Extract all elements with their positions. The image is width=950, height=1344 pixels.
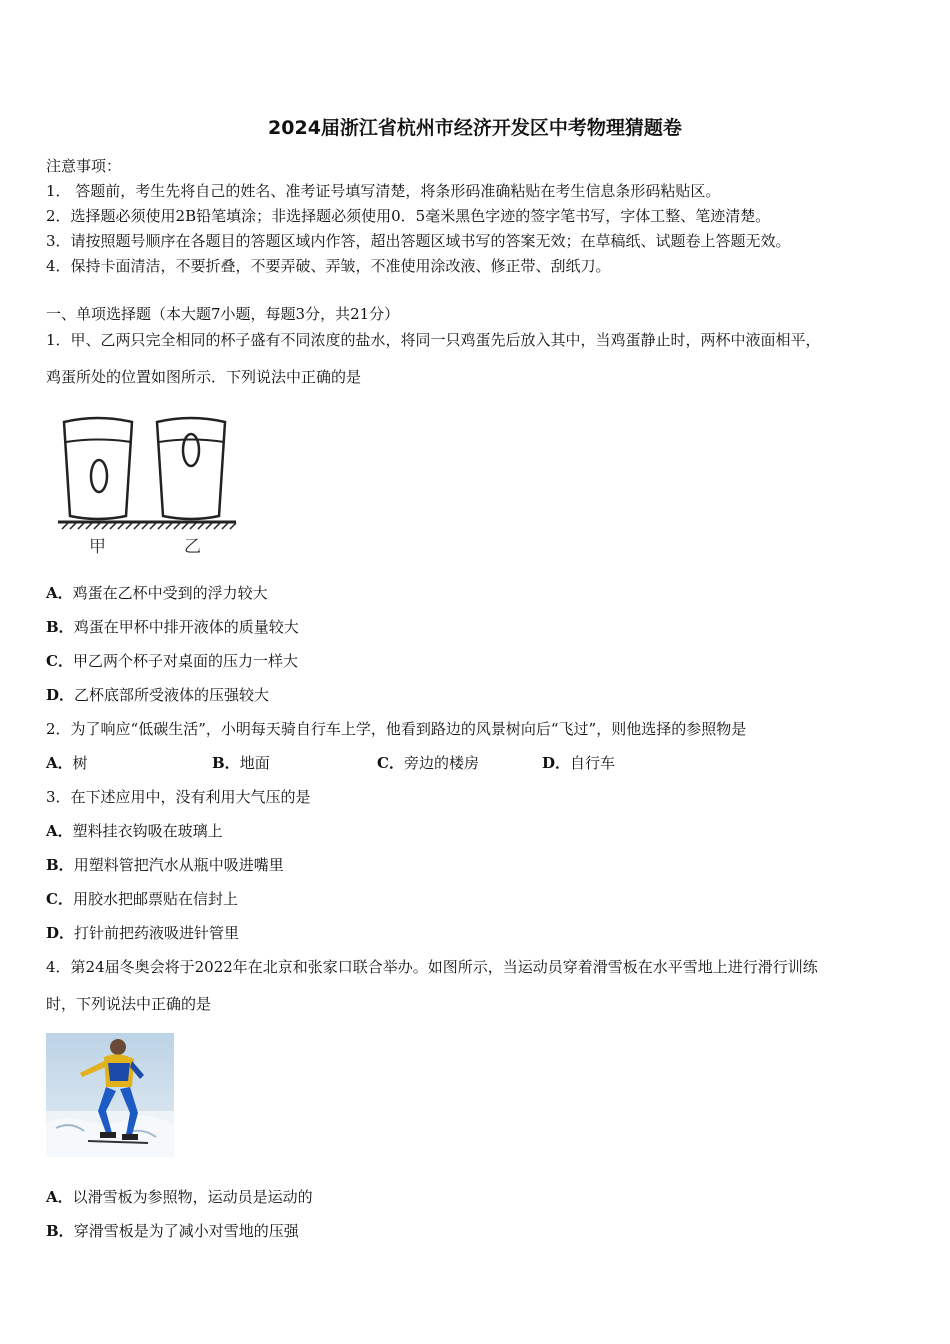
- q1-stem-cont: 鸡蛋所处的位置如图所示．下列说法中正确的是: [46, 368, 362, 386]
- q4-stem: 4．第24届冬奥会将于2022年在北京和张家口联合举办。如图所示，当运动员穿着滑雪板在水平雪地上进行滑行训练: [46, 958, 818, 976]
- cups-figure: [56, 412, 246, 560]
- cup-jia: [64, 418, 132, 519]
- q2-option-d: [542, 752, 615, 773]
- q1-option-a: [46, 582, 268, 603]
- option-text: 自行车: [570, 754, 616, 772]
- q2-option-c: [377, 752, 479, 773]
- note-item: 3．请按照题号顺序在各题目的答题区域内作答，超出答题区域书写的答案无效；在草稿纸、试题卷上答题无效。: [46, 232, 791, 250]
- option-text: 乙杯底部所受液体的压强较大: [74, 686, 270, 704]
- section-heading: 一、单项选择题（本大题7小题，每题3分，共21分）: [46, 305, 400, 323]
- option-letter: D．: [46, 924, 75, 942]
- label-jia: 甲: [89, 537, 106, 557]
- option-text: 用胶水把邮票贴在信封上: [72, 890, 238, 908]
- option-letter: B．: [46, 618, 74, 636]
- q2-stem: 2．为了响应“低碳生活”，小明每天骑自行车上学，他看到路边的风景树向后“飞过”，则他选择的参照物是: [46, 720, 747, 738]
- note-item: 4．保持卡面清洁，不要折叠，不要弄破、弄皱，不准使用涂改液、修正带、刮纸刀。: [46, 257, 611, 275]
- option-text: 用塑料管把汽水从瓶中吸进嘴里: [73, 856, 284, 874]
- option-letter: D．: [542, 754, 571, 772]
- q1-option-c: [46, 650, 298, 671]
- option-text: 甲乙两个杯子对桌面的压力一样大: [72, 652, 298, 670]
- egg-jia: [91, 460, 107, 492]
- notes-heading: 注意事项：: [46, 157, 122, 175]
- option-text: 鸡蛋在甲杯中排开液体的质量较大: [73, 618, 299, 636]
- option-letter: D．: [46, 686, 75, 704]
- option-text: 打针前把药液吸进针管里: [74, 924, 240, 942]
- option-letter: A．: [46, 754, 73, 772]
- option-text: 地面: [239, 754, 270, 772]
- option-letter: C．: [46, 652, 73, 670]
- q2-option-b: [212, 752, 270, 773]
- q3-option-a: [46, 820, 223, 841]
- option-text: 穿滑雪板是为了减小对雪地的压强: [73, 1222, 299, 1240]
- note-item: 2．选择题必须使用2B铅笔填涂；非选择题必须使用0．5毫米黑色字迹的签字笔书写，字体工整、笔迹清楚。: [46, 207, 771, 225]
- q4-option-a: [46, 1186, 313, 1207]
- option-letter: A．: [46, 584, 73, 602]
- option-letter: C．: [46, 890, 73, 908]
- option-text: 以滑雪板为参照物，运动员是运动的: [72, 1188, 313, 1206]
- option-letter: A．: [46, 1188, 73, 1206]
- skier-photo: [46, 1033, 174, 1157]
- table-surface: [58, 522, 236, 529]
- label-yi: 乙: [184, 537, 201, 557]
- cup-yi: [157, 418, 225, 519]
- option-letter: B．: [46, 1222, 74, 1240]
- q1-stem: 1．甲、乙两只完全相同的杯子盛有不同浓度的盐水，将同一只鸡蛋先后放入其中，当鸡蛋静止时，两杯中液面相平，: [46, 331, 821, 349]
- q3-option-c: [46, 888, 238, 909]
- option-letter: B．: [46, 856, 74, 874]
- option-text: 树: [72, 754, 88, 772]
- q1-option-b: [46, 616, 299, 637]
- note-item: 1． 答题前，考生先将自己的姓名、准考证号填写清楚，将条形码准确粘贴在考生信息条形码粘贴区。: [46, 182, 721, 200]
- q3-option-d: [46, 922, 239, 943]
- q4-option-b: [46, 1220, 299, 1241]
- option-letter: A．: [46, 822, 73, 840]
- option-letter: C．: [377, 754, 404, 772]
- q4-stem-cont: 时，下列说法中正确的是: [46, 995, 212, 1013]
- q1-option-d: [46, 684, 269, 705]
- q2-option-a: [46, 752, 88, 773]
- option-text: 鸡蛋在乙杯中受到的浮力较大: [72, 584, 268, 602]
- q3-option-b: [46, 854, 284, 875]
- option-text: 塑料挂衣钩吸在玻璃上: [72, 822, 223, 840]
- exam-title: 2024届浙江省杭州市经济开发区中考物理猜题卷: [268, 117, 682, 139]
- option-text: 旁边的楼房: [403, 754, 479, 772]
- option-letter: B．: [212, 754, 240, 772]
- q3-stem: 3．在下述应用中，没有利用大气压的是: [46, 788, 311, 806]
